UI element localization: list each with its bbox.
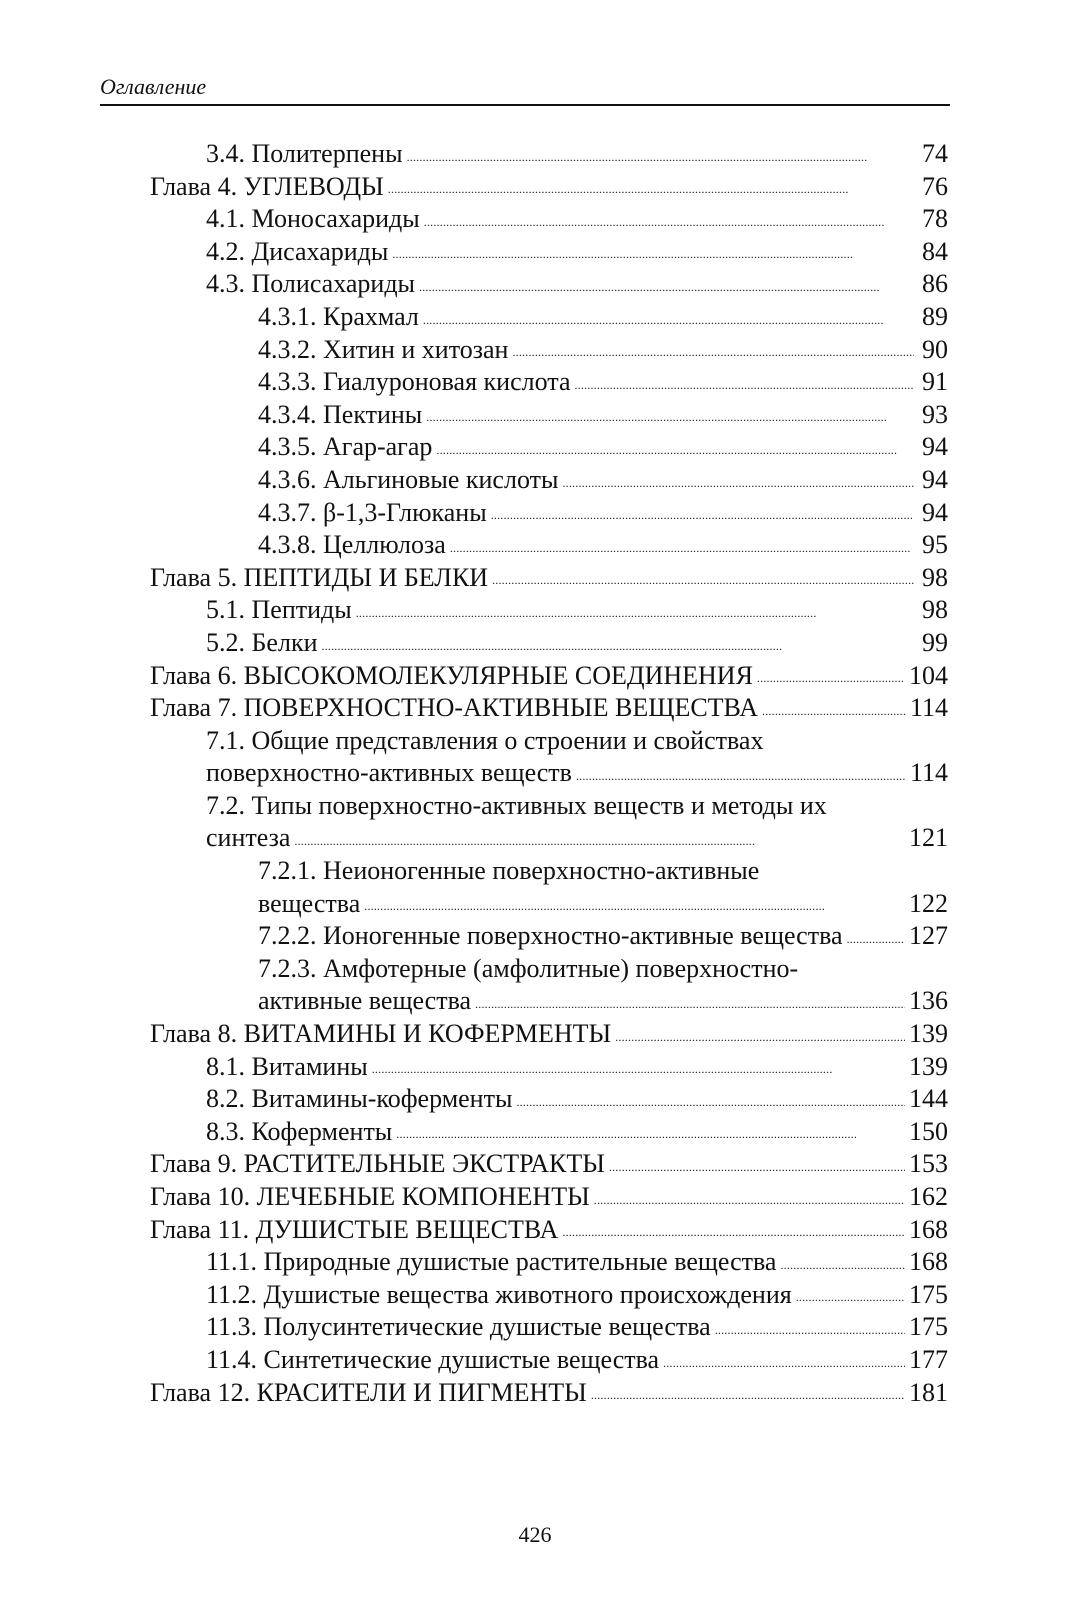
toc-entry-page: 90 <box>922 334 948 364</box>
toc-leader-dots <box>423 301 914 334</box>
toc-entry-page: 74 <box>922 139 948 168</box>
toc-entry-page: 99 <box>922 627 948 657</box>
toc-entry-title: Глава 8. ВИТАМИНЫ И КОФЕРМЕНТЫ <box>150 1019 612 1049</box>
toc-entry-title: 4.3.7. β-1,3-Глюканы <box>258 497 487 527</box>
toc-entry <box>150 1116 948 1149</box>
toc-leader-dots <box>424 203 914 236</box>
toc-leader-dots <box>574 366 914 399</box>
toc-leader-dots <box>615 1018 905 1051</box>
toc-entry-title: 7.2.2. Ионогенные поверхностно-активные вещества <box>258 921 843 951</box>
toc-entry-title: Глава 10. ЛЕЧЕБНЫЕ КОМПОНЕНТЫ <box>150 1182 590 1211</box>
toc-leader-dots <box>450 529 914 562</box>
toc-entry-page: 127 <box>909 921 948 951</box>
toc-entry <box>150 399 948 432</box>
toc-entry-page: 94 <box>922 432 948 462</box>
toc-entry-page: 139 <box>909 1051 948 1081</box>
toc-entry <box>150 366 948 399</box>
toc-entry <box>150 138 948 171</box>
toc-leader-dots <box>388 171 914 204</box>
toc-leader-dots <box>847 920 905 953</box>
toc-entry-title: 5.1. Пептиды <box>206 595 352 625</box>
toc-entry-title: 11.3. Полусинтетические душистые вещества <box>206 1312 711 1342</box>
toc-entry-page: 121 <box>909 823 948 853</box>
toc-leader-dots <box>492 562 914 595</box>
toc-leader-dots <box>576 757 906 790</box>
toc-entry-page: 175 <box>909 1312 948 1342</box>
toc-entry-page: 78 <box>922 204 948 234</box>
page-number: 426 <box>518 1522 552 1547</box>
toc-entry <box>150 822 948 855</box>
toc-leader-dots <box>762 692 906 725</box>
toc-entry-page: 114 <box>909 758 948 788</box>
toc-entry-page: 168 <box>909 1247 948 1277</box>
toc-entry-title: Глава 4. УГЛЕВОДЫ <box>150 171 384 201</box>
toc-entry-title: 4.3.3. Гиалуроновая кислота <box>258 367 571 397</box>
toc-leader-dots <box>594 1181 905 1214</box>
toc-entry-title: 11.1. Природные душистые растительные вещества <box>206 1247 777 1277</box>
toc-leader-dots <box>396 1116 905 1149</box>
toc-entry <box>150 1377 948 1410</box>
toc-entry-page: 91 <box>922 367 948 397</box>
toc-leader-dots <box>663 1344 905 1377</box>
toc-entry-title: 4.3.8. Целлюлоза <box>258 530 446 560</box>
toc-leader-dots <box>322 627 915 660</box>
toc-entry <box>150 171 948 204</box>
header-title: Оглавление <box>100 74 207 99</box>
toc-entry-title: 3.4. Политерпены <box>206 139 403 168</box>
toc-entry-title: 11.4. Синтетические душистые вещества <box>206 1344 660 1374</box>
toc-entry <box>150 529 948 562</box>
toc-entry <box>150 301 948 334</box>
toc-entry <box>150 985 948 1018</box>
toc-entry-page: 153 <box>909 1149 948 1179</box>
toc-entry-page: 94 <box>922 464 948 494</box>
toc-entry <box>150 660 948 693</box>
toc-leader-dots <box>436 431 914 464</box>
toc-entry-title: 4.2. Дисахариды <box>206 236 389 266</box>
toc-entry <box>150 953 948 986</box>
toc-entry <box>150 1148 948 1181</box>
toc-entry-page: 93 <box>922 399 948 429</box>
toc-entry-title: 4.3.1. Крахмал <box>258 301 419 331</box>
toc-entry-title: 5.2. Белки <box>206 627 318 657</box>
toc-entry <box>150 725 948 758</box>
toc-entry-page: 98 <box>922 562 948 592</box>
toc-entry-title: 7.1. Общие представления о строении и свойствах <box>206 725 764 755</box>
toc-entry-title: Глава 5. ПЕПТИДЫ И БЕЛКИ <box>150 562 489 592</box>
toc-leader-dots <box>780 1246 905 1279</box>
toc-entry-title: 4.3. Полисахариды <box>206 269 416 299</box>
toc-leader-dots <box>491 497 914 530</box>
toc-entry <box>150 1246 948 1279</box>
toc-leader-dots <box>356 594 914 627</box>
toc-entry-page: 84 <box>922 236 948 266</box>
toc-entry <box>150 334 948 367</box>
toc-entry <box>150 1181 948 1214</box>
toc-entry-page: 122 <box>909 888 948 918</box>
toc-entry-page: 86 <box>922 269 948 299</box>
toc-entry-title: Глава 11. ДУШИСТЫЕ ВЕЩЕСТВА <box>150 1214 559 1244</box>
toc-entry-page: 94 <box>922 497 948 527</box>
toc-entry <box>150 1344 948 1377</box>
toc-entry <box>150 790 948 823</box>
toc-entry-page: 150 <box>909 1116 948 1146</box>
toc-entry-page: 89 <box>922 301 948 331</box>
running-header <box>100 72 950 106</box>
toc-leader-dots <box>562 464 914 497</box>
toc-entry-title: активные вещества <box>258 986 472 1016</box>
toc-entry-page: 162 <box>909 1182 948 1211</box>
toc-entry-title: 7.2.1. Неионогенные поверхностно-активные <box>258 856 760 886</box>
toc-entry-page: 144 <box>909 1084 948 1114</box>
toc-entry-title: 4.3.4. Пектины <box>258 399 423 429</box>
toc-leader-dots <box>364 888 905 921</box>
toc-leader-dots <box>407 138 914 171</box>
toc-entry-title: Глава 9. РАСТИТЕЛЬНЫЕ ЭКСТРАКТЫ <box>150 1149 605 1179</box>
toc-entry-title: синтеза <box>206 823 291 853</box>
toc-entry-page: 114 <box>909 693 948 723</box>
toc-entry-page: 168 <box>909 1214 948 1244</box>
toc-entry <box>150 431 948 464</box>
toc-leader-dots <box>562 1214 905 1247</box>
toc-entry-page: 181 <box>909 1377 948 1407</box>
toc-entry-page: 139 <box>909 1019 948 1049</box>
toc-leader-dots <box>757 660 905 693</box>
toc-entry <box>150 1214 948 1247</box>
toc-leader-dots <box>475 985 905 1018</box>
toc-entry-title: 4.3.5. Агар-агар <box>258 432 433 462</box>
toc-entry <box>150 497 948 530</box>
toc-entry <box>150 888 948 921</box>
toc-entry <box>150 1083 948 1116</box>
toc-entry-page: 136 <box>909 986 948 1016</box>
toc-entry-title: Глава 6. ВЫСОКОМОЛЕКУЛЯРНЫЕ СОЕДИНЕНИЯ <box>150 660 753 690</box>
toc-leader-dots <box>796 1279 905 1312</box>
table-of-contents <box>150 138 948 1409</box>
toc-leader-dots <box>512 334 914 367</box>
toc-leader-dots <box>516 1083 905 1116</box>
toc-entry-page: 98 <box>922 595 948 625</box>
toc-entry-title: 7.2.3. Амфотерные (амфолитные) поверхностно- <box>258 953 799 983</box>
toc-entry-page: 104 <box>909 660 948 690</box>
toc-leader-dots <box>715 1311 905 1344</box>
toc-entry-title: Глава 12. КРАСИТЕЛИ И ПИГМЕНТЫ <box>150 1377 587 1407</box>
toc-entry <box>150 692 948 725</box>
toc-entry-title: 8.2. Витамины-коферменты <box>206 1084 513 1114</box>
toc-entry <box>150 203 948 236</box>
toc-entry <box>150 1311 948 1344</box>
toc-entry <box>150 562 948 595</box>
toc-entry-title: вещества <box>258 888 361 918</box>
toc-entry <box>150 920 948 953</box>
toc-leader-dots <box>372 1051 905 1084</box>
toc-entry <box>150 236 948 269</box>
toc-entry-title: 4.3.6. Альгиновые кислоты <box>258 464 559 494</box>
toc-entry <box>150 594 948 627</box>
toc-entry <box>150 627 948 660</box>
toc-entry-title: 8.3. Коферменты <box>206 1116 393 1146</box>
toc-leader-dots <box>294 822 905 855</box>
header-rule <box>100 104 950 106</box>
toc-entry-title: Глава 7. ПОВЕРХНОСТНО-АКТИВНЫЕ ВЕЩЕСТВА <box>150 693 759 723</box>
toc-leader-dots <box>426 399 914 432</box>
toc-entry-title: 11.2. Душистые вещества животного происхождения <box>206 1279 792 1309</box>
toc-entry-title: 4.1. Моносахариды <box>206 204 420 234</box>
toc-leader-dots <box>392 236 914 269</box>
toc-leader-dots <box>591 1377 905 1410</box>
toc-entry <box>150 1051 948 1084</box>
toc-entry <box>150 1279 948 1312</box>
toc-entry-page: 175 <box>909 1279 948 1309</box>
toc-entry-title: 7.2. Типы поверхностно-активных веществ и методы их <box>206 790 827 820</box>
toc-entry <box>150 855 948 888</box>
toc-entry <box>150 268 948 301</box>
toc-entry-title: поверхностно-активных веществ <box>206 758 572 788</box>
toc-entry <box>150 757 948 790</box>
toc-entry-page: 95 <box>922 530 948 560</box>
toc-entry-title: 8.1. Витамины <box>206 1051 368 1081</box>
toc-entry-page: 76 <box>922 171 948 201</box>
toc-entry <box>150 1018 948 1051</box>
toc-leader-dots <box>419 268 914 301</box>
toc-entry <box>150 464 948 497</box>
toc-entry-title: 4.3.2. Хитин и хитозан <box>258 334 509 364</box>
toc-leader-dots <box>609 1148 905 1181</box>
toc-entry-page: 177 <box>909 1344 948 1374</box>
